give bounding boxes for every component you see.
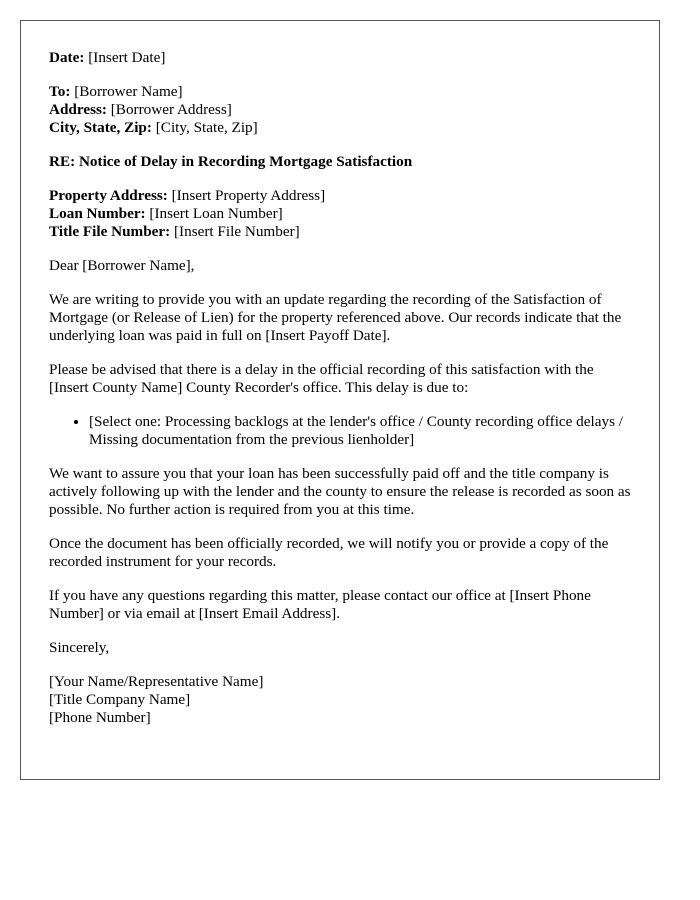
signature-phone: [Phone Number] bbox=[49, 709, 151, 726]
to-value: [Borrower Name] bbox=[74, 83, 183, 100]
address-value: [Borrower Address] bbox=[110, 101, 232, 118]
closing: Sincerely, bbox=[49, 639, 110, 656]
date-block bbox=[49, 49, 631, 67]
to-label: To: bbox=[49, 83, 71, 100]
delay-reason-list bbox=[49, 413, 631, 449]
paragraph-delay: Please be advised that there is a delay in the official recording of this satisfaction with the [Insert County Name] County Recorder's office. This delay is due to: bbox=[49, 361, 594, 396]
date-label: Date: bbox=[49, 49, 85, 66]
letter-page bbox=[20, 20, 660, 780]
paragraph-update: We are writing to provide you with an update regarding the recording of the Satisfaction of Mortgage (or Release of Lien) for the property referenced above. Our records indicate that the underlying loan was paid in full on [Insert Payoff Date]. bbox=[49, 291, 622, 344]
paragraph-assurance: We want to assure you that your loan has been successfully paid off and the title company is actively following up with the lender and the county to ensure the release is recorded as soon as possible. No further action is required from you at this time. bbox=[49, 465, 631, 518]
signature-company: [Title Company Name] bbox=[49, 691, 191, 708]
loan-number-value: [Insert Loan Number] bbox=[149, 205, 283, 222]
paragraph-contact: If you have any questions regarding this matter, please contact our office at [Insert Phone Number] or via email at [Insert Email Address]. bbox=[49, 587, 591, 622]
property-block bbox=[49, 187, 631, 241]
address-label: Address: bbox=[49, 101, 107, 118]
signature-block bbox=[49, 673, 631, 727]
city-value: [City, State, Zip] bbox=[155, 119, 258, 136]
file-number-value: [Insert File Number] bbox=[174, 223, 300, 240]
file-number-label: Title File Number: bbox=[49, 223, 171, 240]
paragraph-notification: Once the document has been officially recorded, we will notify you or provide a copy of the recorded instrument for your records. bbox=[49, 535, 609, 570]
salutation: Dear [Borrower Name], bbox=[49, 257, 195, 274]
property-address-label: Property Address: bbox=[49, 187, 168, 204]
subject-line: RE: Notice of Delay in Recording Mortgage Satisfaction bbox=[49, 153, 413, 170]
date-line bbox=[49, 49, 631, 67]
signature-name: [Your Name/Representative Name] bbox=[49, 673, 264, 690]
recipient-block bbox=[49, 83, 631, 137]
city-label: City, State, Zip: bbox=[49, 119, 152, 136]
loan-number-line bbox=[49, 205, 631, 223]
file-number-line bbox=[49, 223, 631, 241]
to-line bbox=[49, 83, 631, 101]
address-line bbox=[49, 101, 631, 119]
loan-number-label: Loan Number: bbox=[49, 205, 146, 222]
city-line bbox=[49, 119, 631, 137]
property-address-line bbox=[49, 187, 631, 205]
property-address-value: [Insert Property Address] bbox=[171, 187, 326, 204]
delay-reason-item: • [Select one: Processing backlogs at the lender's office / County recording office delays / Missing documentation from the previous lienholder] bbox=[89, 413, 631, 449]
date-value: [Insert Date] bbox=[88, 49, 166, 66]
